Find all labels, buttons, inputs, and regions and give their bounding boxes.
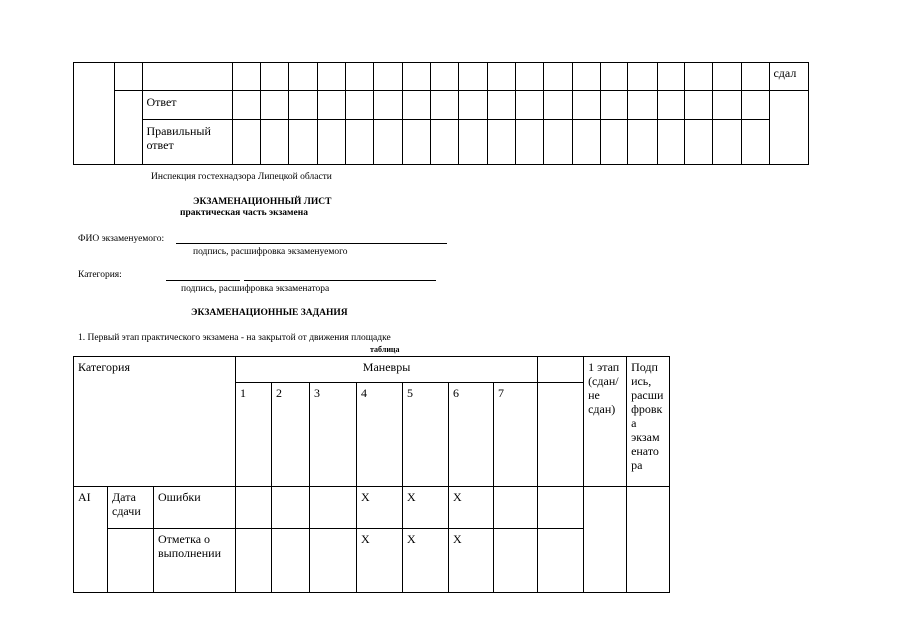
errors-cell[interactable]: X xyxy=(357,487,403,529)
maneuvers-header: Маневры xyxy=(236,357,538,383)
tasks-title: ЭКЗАМЕНАЦИОННЫЕ ЗАДАНИЯ xyxy=(191,308,348,318)
grid-cell xyxy=(143,63,232,91)
date-label: Дата сдачи xyxy=(108,487,154,529)
errors-cell[interactable] xyxy=(236,487,272,529)
table-row-completion xyxy=(74,529,670,593)
category-label: Категория: xyxy=(78,270,122,280)
fio-input-line[interactable] xyxy=(176,243,447,244)
stage-result-header: 1 этап (сдан/ не сдан) xyxy=(584,357,627,487)
grid-cell xyxy=(115,91,143,165)
answer-grid-table xyxy=(73,62,809,165)
correct-answer-label: Правильный ответ xyxy=(143,120,232,165)
completion-cell[interactable]: X xyxy=(403,529,449,593)
maneuver-number: 1 xyxy=(236,383,272,487)
stage1-description: 1. Первый этап практического экзамена - на закрытой от движения площадке xyxy=(78,333,391,343)
signature-cell[interactable] xyxy=(627,487,670,593)
table-row-errors xyxy=(74,487,670,529)
errors-cell[interactable] xyxy=(494,487,538,529)
completion-cell[interactable] xyxy=(310,529,357,593)
category-header: Категория xyxy=(74,357,236,487)
page-subtitle: практическая часть экзамена xyxy=(180,208,308,218)
table-header-row xyxy=(74,357,670,383)
errors-cell[interactable]: X xyxy=(403,487,449,529)
errors-cell[interactable] xyxy=(538,487,584,529)
category-input-line[interactable] xyxy=(166,280,240,281)
completion-cell[interactable] xyxy=(494,529,538,593)
grid-cell xyxy=(115,63,143,91)
signature-header: Подп ись, расши фровк а экзам енато ра xyxy=(627,357,670,487)
date-cell[interactable] xyxy=(108,529,154,593)
maneuver-number: 5 xyxy=(403,383,449,487)
maneuver-number: 2 xyxy=(272,383,310,487)
grid-row-answer xyxy=(74,91,809,120)
inspection-name: Инспекция гостехнадзора Липецкой области xyxy=(151,172,332,182)
completion-cell[interactable]: X xyxy=(449,529,494,593)
maneuvers-table xyxy=(73,356,670,593)
grid-cell xyxy=(770,91,809,165)
errors-cell[interactable] xyxy=(272,487,310,529)
extra-column-cell xyxy=(538,383,584,487)
row-category: AI xyxy=(74,487,108,593)
category-hint: подпись, расшифровка экзаменатора xyxy=(181,284,330,294)
fio-label: ФИО экзаменуемого: xyxy=(78,234,165,244)
maneuver-number: 4 xyxy=(357,383,403,487)
maneuver-number: 6 xyxy=(449,383,494,487)
grid-cell xyxy=(74,63,115,165)
grid-row-correct-answer xyxy=(74,120,809,165)
passed-label: сдал xyxy=(770,63,809,91)
completion-label: Отметка о выполнении xyxy=(154,529,236,593)
completion-cell[interactable] xyxy=(538,529,584,593)
maneuver-number: 3 xyxy=(310,383,357,487)
errors-cell[interactable] xyxy=(310,487,357,529)
completion-cell[interactable]: X xyxy=(357,529,403,593)
completion-cell[interactable] xyxy=(272,529,310,593)
fio-hint: подпись, расшифровка экзаменуемого xyxy=(193,247,348,257)
stage-result-cell[interactable] xyxy=(584,487,627,593)
errors-label: Ошибки xyxy=(154,487,236,529)
answer-label: Ответ xyxy=(143,91,232,120)
completion-cell[interactable] xyxy=(236,529,272,593)
maneuver-number: 7 xyxy=(494,383,538,487)
grid-row-questions xyxy=(74,63,809,91)
table-caption: таблица xyxy=(370,345,400,354)
examiner-signature-line[interactable] xyxy=(244,280,436,281)
errors-cell[interactable]: X xyxy=(449,487,494,529)
extra-column-header xyxy=(538,357,584,383)
page-title: ЭКЗАМЕНАЦИОННЫЙ ЛИСТ xyxy=(193,197,332,207)
